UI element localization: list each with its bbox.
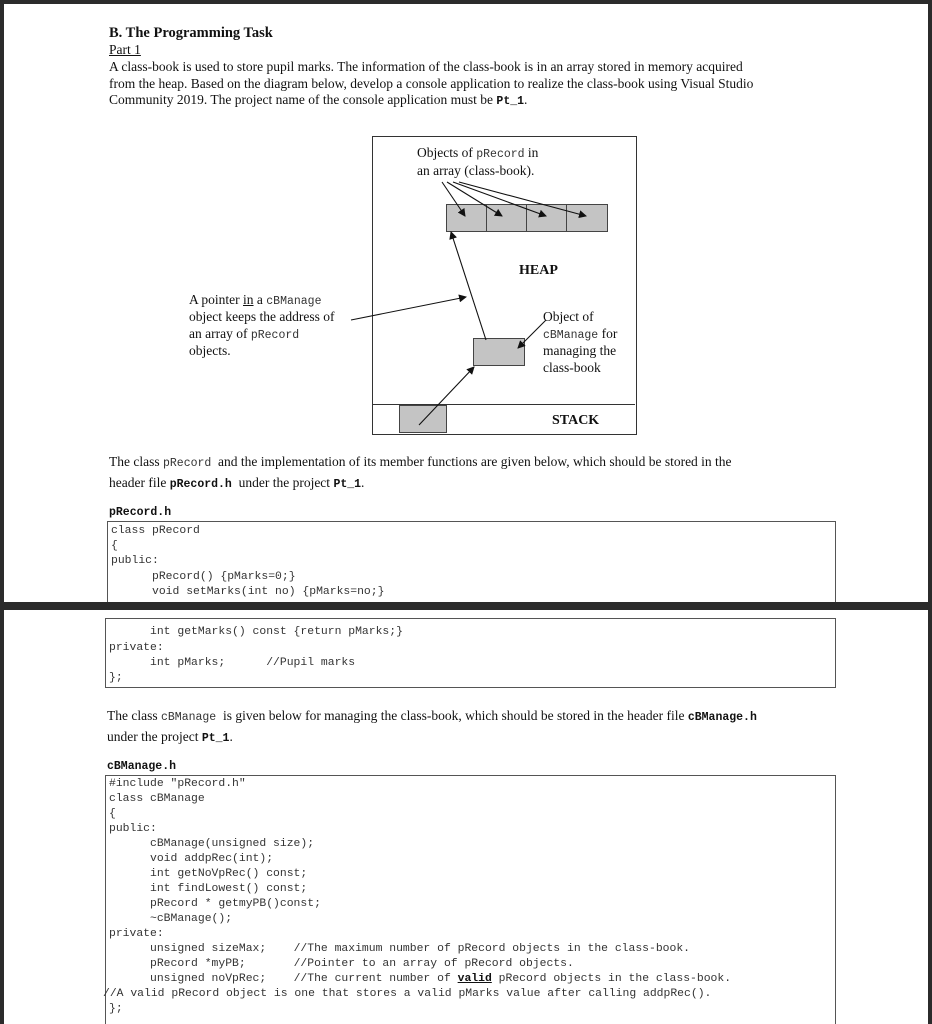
precord-desc2-mid: under the project — [231, 474, 334, 490]
intro-line-3-text: Community 2019. The project name of the console application must be — [109, 92, 497, 107]
object-label-line-4: class-book — [543, 360, 601, 375]
heap-label: HEAP — [519, 263, 558, 278]
pointer-label-a: a — [253, 292, 267, 307]
pointer-label-code-3: pRecord — [250, 329, 300, 342]
stack-label: STACK — [552, 413, 600, 428]
code-line-valid-note: //A valid pRecord object is one that stores a valid pMarks value after calling addpRec(). — [103, 988, 712, 1000]
cbmanage-desc-line-1 — [107, 708, 757, 727]
cbmanage-description — [107, 708, 757, 747]
object-label-line-3: managing the — [543, 343, 617, 358]
pointer-label-line-4: objects. — [189, 343, 231, 358]
array-label-text: Objects of — [417, 145, 477, 160]
label-arrow-1 — [442, 182, 465, 216]
precord-project-code: Pt_1 — [333, 477, 362, 491]
code-line-novprec — [109, 973, 731, 985]
object-label-arrow — [518, 320, 546, 348]
precord-desc-line-1 — [109, 454, 732, 473]
array-label-code: pRecord — [476, 148, 525, 161]
pointer-label-text: A pointer — [189, 292, 243, 307]
cbmanage-project-code: Pt_1 — [201, 731, 230, 745]
precord-code-box-1 — [107, 521, 836, 602]
document-page-2 — [4, 610, 928, 1024]
code-line: public: — [111, 555, 159, 567]
pointer-label-code: cBManage — [266, 295, 322, 308]
label-arrow-3 — [453, 182, 546, 216]
precord-desc-line-2 — [109, 475, 732, 494]
code-line: }; — [109, 672, 123, 684]
intro-line-1: A class-book is used to store pupil marks. The information of the class-book is in an array stored in memory acquired — [109, 59, 743, 74]
pointer-label-line-2: object keeps the address of — [189, 309, 335, 324]
object-label-line-1: Object of — [543, 309, 594, 324]
code-line: int getMarks() const {return pMarks;} — [109, 626, 403, 638]
object-label-for: for — [598, 326, 618, 341]
code-line: class cBManage — [109, 793, 205, 805]
cbmanage-desc2-post: . — [229, 728, 233, 744]
code-comment: //The current number of — [293, 973, 458, 985]
code-line: }; — [109, 1003, 123, 1015]
pointer-label-text-3: an array of — [189, 326, 251, 341]
pointer-label-in: in — [243, 292, 254, 307]
code-line: ~cBManage(); — [109, 913, 233, 925]
code-line: int getNoVpRec() const; — [109, 868, 308, 880]
cbmanage-file-label: cBManage.h — [107, 760, 177, 773]
code-line-mypb — [109, 958, 574, 970]
cbmanage-desc-mid: is given below for managing the class-book, which should be stored in the header file — [216, 708, 688, 723]
array-label-line-2: an array (class-book). — [417, 163, 535, 178]
code-line: pRecord() {pMarks=0;} — [111, 571, 296, 583]
part-heading: Part 1 — [109, 42, 141, 57]
array-label-in: in — [524, 145, 539, 160]
precord-header-file-code: pRecord.h — [169, 477, 232, 491]
precord-desc-code: pRecord — [162, 457, 212, 470]
cbmanage-code-box — [105, 775, 836, 1024]
precord-desc2-post: . — [361, 474, 365, 490]
object-to-array-arrow — [451, 232, 486, 340]
precord-file-label: pRecord.h — [109, 506, 172, 519]
code-line: private: — [109, 642, 164, 654]
document-page-1 — [4, 4, 928, 602]
section-title: B. The Programming Task — [109, 25, 273, 41]
precord-desc-post: and the implementation of its member functions are given below, which should be stored in the — [211, 454, 732, 469]
label-arrow-4 — [459, 182, 586, 216]
precord-code-box-2 — [105, 618, 836, 688]
intro-line-2: from the heap. Based on the diagram below, develop a console application to realize the class-book using Visual Studio — [109, 75, 754, 91]
cbmanage-desc-code: cBManage — [160, 711, 217, 724]
precord-description — [109, 454, 732, 493]
code-line: pRecord * getmyPB()const; — [109, 898, 321, 910]
code-decl: pRecord *myPB; — [109, 958, 294, 970]
code-line: int pMarks; //Pupil marks — [109, 657, 356, 669]
code-line: int findLowest() const; — [109, 883, 308, 895]
code-comment-valid: valid — [457, 973, 492, 985]
code-line-sizemax — [109, 943, 690, 955]
code-comment: //Pointer to an array of pRecord objects. — [293, 958, 574, 970]
code-comment: //The maximum number of pRecord objects in the class-book. — [293, 943, 691, 955]
precord-desc-pre: The class — [109, 454, 163, 469]
cbmanage-desc2-pre: under the project — [107, 728, 202, 744]
code-line: cBManage(unsigned size); — [109, 838, 315, 850]
cbmanage-desc-line-2 — [107, 729, 757, 748]
object-label-code: cBManage — [543, 329, 599, 342]
code-line: { — [109, 808, 116, 820]
pointer-label-arrow — [351, 297, 466, 320]
code-comment-rest: pRecord objects in the class-book. — [491, 973, 732, 985]
code-line: #include "pRecord.h" — [109, 778, 246, 790]
code-decl: unsigned noVpRec; — [109, 973, 294, 985]
code-line: public: — [109, 823, 157, 835]
stack-to-object-arrow — [419, 367, 474, 425]
cbmanage-header-file-code: cBManage.h — [687, 711, 757, 724]
cbmanage-desc-pre: The class — [107, 708, 161, 723]
label-arrow-2 — [447, 182, 502, 216]
code-line: void addpRec(int); — [109, 853, 274, 865]
intro-line-3-period: . — [524, 92, 528, 107]
project-name-code: Pt_1 — [496, 95, 525, 108]
code-line: private: — [109, 928, 164, 940]
code-line: { — [111, 540, 118, 552]
code-line: class pRecord — [111, 525, 200, 537]
precord-desc2-pre: header file — [109, 474, 170, 490]
code-decl: unsigned sizeMax; — [109, 943, 294, 955]
code-line: void setMarks(int no) {pMarks=no;} — [111, 586, 385, 598]
